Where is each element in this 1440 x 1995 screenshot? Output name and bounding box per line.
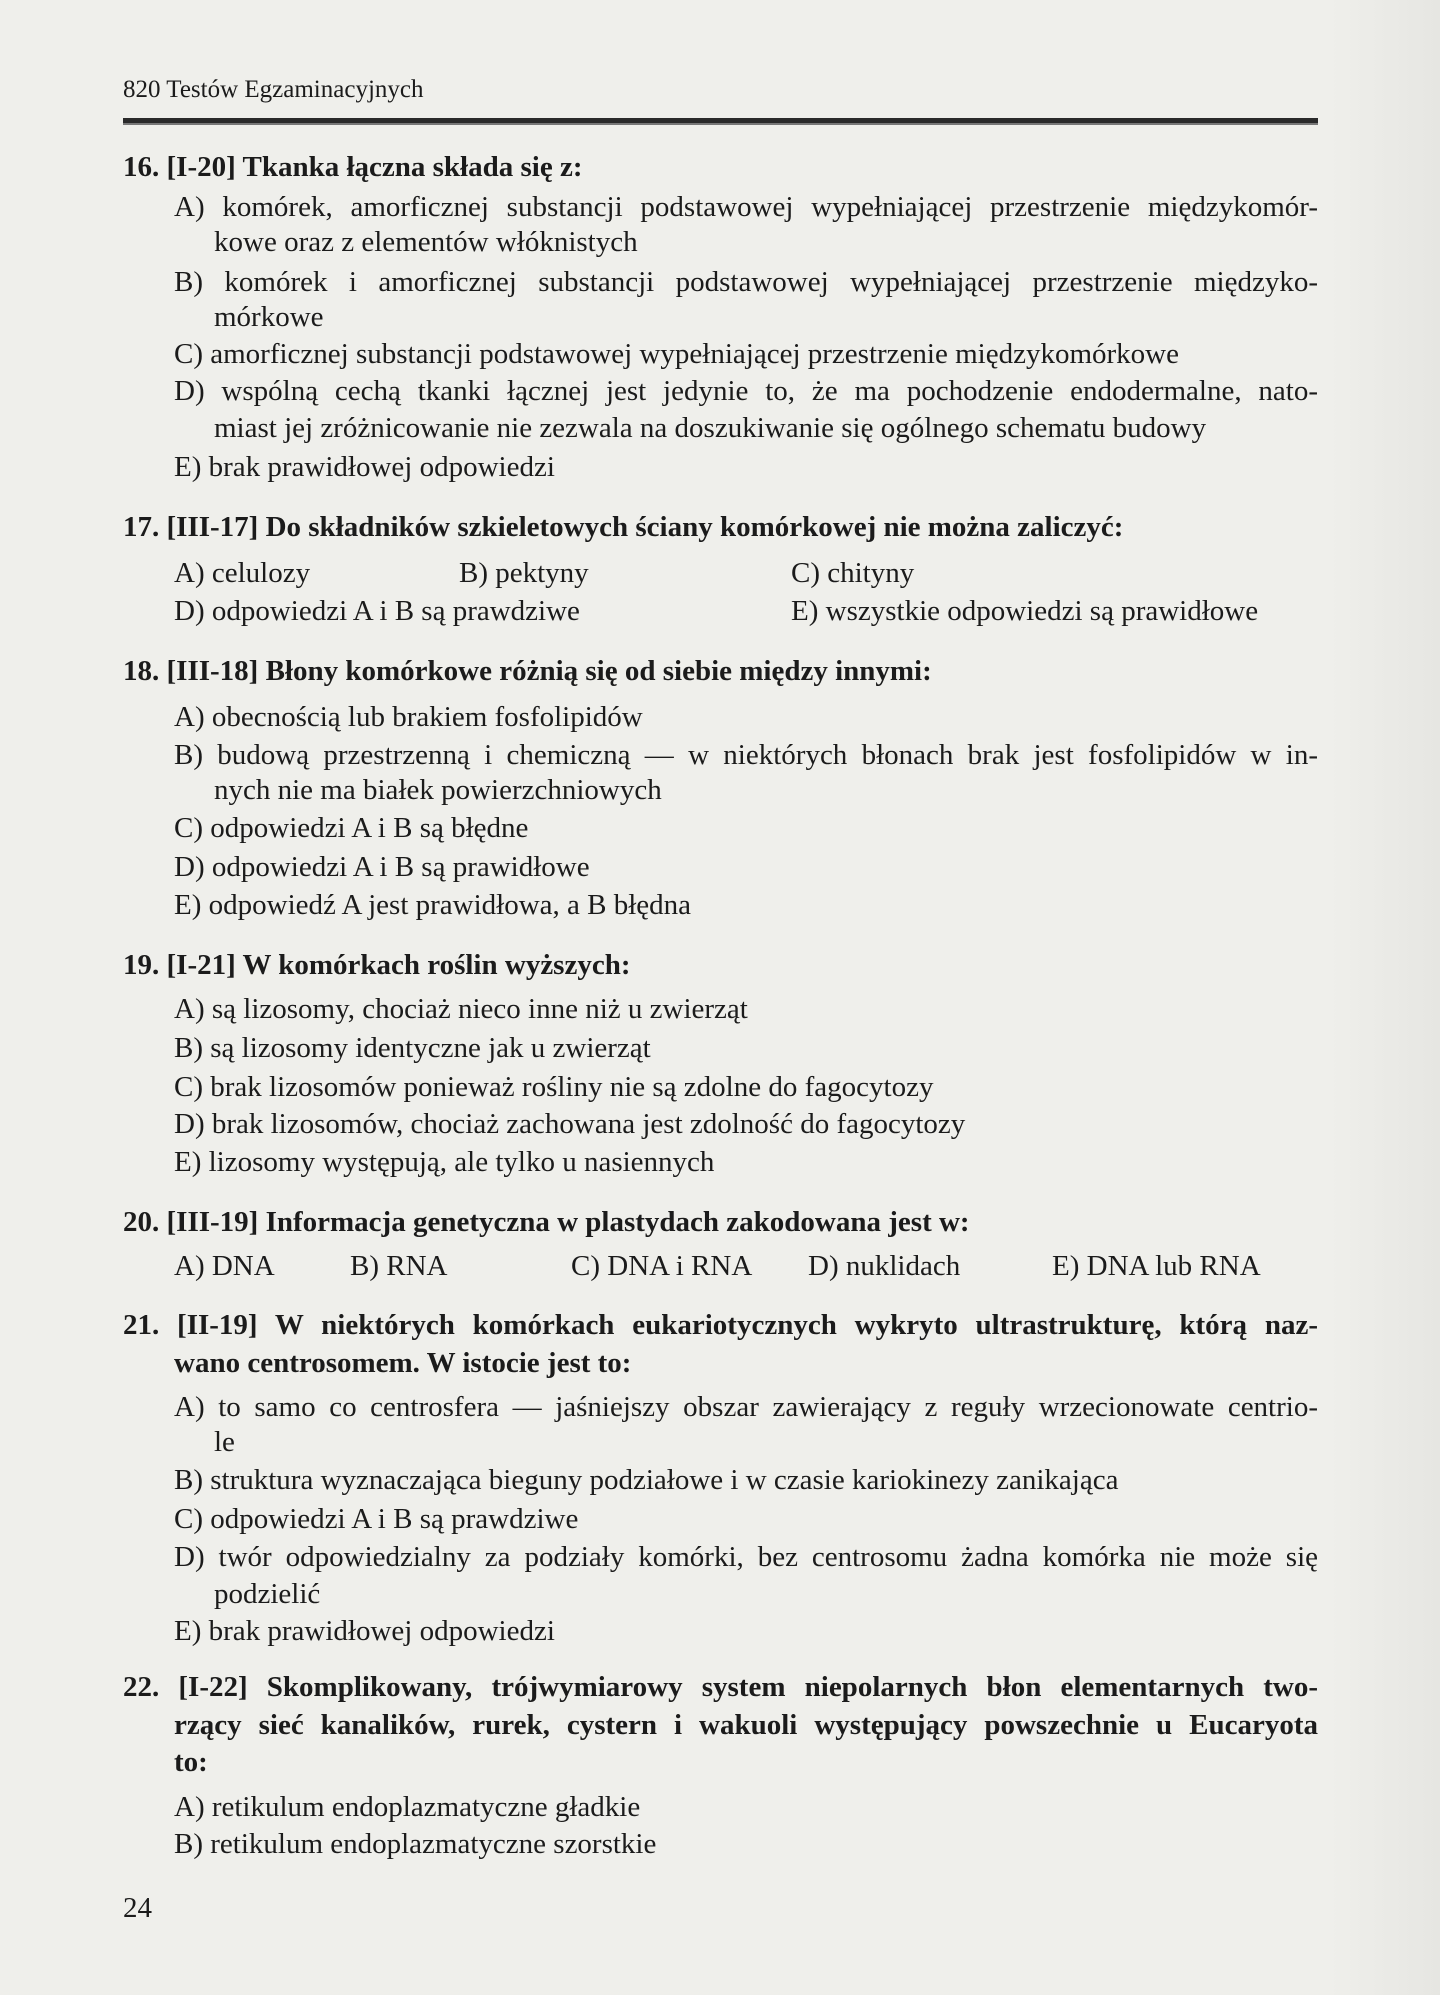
- question-20-option-d: D) nuklidach: [808, 1250, 961, 1282]
- question-20-option-a: A) DNA: [174, 1250, 275, 1282]
- question-20-title: 20. [III-19] Informacja genetyczna w plastydach zakodowana jest w:: [123, 1206, 970, 1238]
- question-21-option-c: C) odpowiedzi A i B są prawdziwe: [174, 1503, 579, 1535]
- question-18-option-e: E) odpowiedź A jest prawidłowa, a B błędna: [174, 889, 692, 921]
- question-20-option-b: B) RNA: [350, 1250, 448, 1282]
- page-number: 24: [123, 1892, 152, 1924]
- question-19-option-e: E) lizosomy występują, ale tylko u nasiennych: [174, 1146, 715, 1178]
- question-18-title: 18. [III-18] Błony komórkowe różnią się od siebie między innymi:: [123, 655, 932, 687]
- question-21-option-d-cont: podzielić: [214, 1578, 321, 1610]
- question-16-option-d: D) wspólną cechą tkanki łącznej jest jedynie to, że ma pochodzenie endodermalne, nato-: [174, 375, 1318, 407]
- question-19-option-d: D) brak lizosomów, chociaż zachowana jest zdolność do fagocytozy: [174, 1108, 966, 1140]
- question-21-option-a: A) to samo co centrosfera — jaśniejszy obszar zawierający z reguły wrzecionowate centrio-: [174, 1391, 1318, 1423]
- question-22-title: 22. [I-22] Skomplikowany, trójwymiarowy system niepolarnych błon elementarnych two-: [123, 1671, 1318, 1703]
- question-22-title-cont2: to:: [174, 1746, 208, 1778]
- question-22-option-b: B) retikulum endoplazmatyczne szorstkie: [174, 1828, 657, 1860]
- question-21-option-d: D) twór odpowiedzialny za podziały komórki, bez centrosomu żadna komórka nie może się: [174, 1541, 1318, 1573]
- question-17-option-e: E) wszystkie odpowiedzi są prawidłowe: [791, 595, 1259, 627]
- question-17-title: 17. [III-17] Do składników szkieletowych ściany komórkowej nie można zaliczyć:: [123, 511, 1124, 543]
- question-18-option-b-cont: nych nie ma białek powierzchniowych: [214, 774, 662, 806]
- running-header: 820 Testów Egzaminacyjnych: [123, 76, 424, 103]
- question-16-option-c: C) amorficznej substancji podstawowej wypełniającej przestrzenie międzykomórkowe: [174, 338, 1179, 370]
- question-19-option-a: A) są lizosomy, chociaż nieco inne niż u zwierząt: [174, 993, 748, 1025]
- question-22-title-cont: rzący sieć kanalików, rurek, cystern i wakuoli występujący powszechnie u Eucaryota: [174, 1709, 1318, 1741]
- question-16-option-b: B) komórek i amorficznej substancji podstawowej wypełniającej przestrzenie międzyko-: [174, 266, 1318, 298]
- header-rule: [123, 118, 1318, 125]
- question-16-option-a-cont: kowe oraz z elementów włóknistych: [214, 226, 638, 258]
- question-18-option-a: A) obecnością lub brakiem fosfolipidów: [174, 701, 643, 733]
- question-18-option-c: C) odpowiedzi A i B są błędne: [174, 812, 529, 844]
- question-20-option-e: E) DNA lub RNA: [1052, 1250, 1261, 1282]
- question-17-option-c: C) chityny: [791, 557, 915, 589]
- page-edge-shadow: [1330, 0, 1440, 1995]
- question-16-option-b-cont: mórkowe: [214, 301, 324, 333]
- question-21-title: 21. [II-19] W niektórych komórkach eukariotycznych wykryto ultrastrukturę, którą naz-: [123, 1309, 1318, 1341]
- question-21-title-cont: wano centrosomem. W istocie jest to:: [174, 1347, 632, 1379]
- question-21-option-b: B) struktura wyznaczająca bieguny podziałowe i w czasie kariokinezy zanikająca: [174, 1464, 1119, 1496]
- question-20-option-c: C) DNA i RNA: [571, 1250, 753, 1282]
- question-22-option-a: A) retikulum endoplazmatyczne gładkie: [174, 1791, 641, 1823]
- question-16-option-d-cont: miast jej zróżnicowanie nie zezwala na doszukiwanie się ogólnego schematu budowy: [214, 412, 1207, 444]
- question-19-option-c: C) brak lizosomów ponieważ rośliny nie są zdolne do fagocytozy: [174, 1071, 934, 1103]
- question-18-option-d: D) odpowiedzi A i B są prawidłowe: [174, 851, 590, 883]
- question-16-title: 16. [I-20] Tkanka łączna składa się z:: [123, 151, 583, 183]
- question-18-option-b: B) budową przestrzenną i chemiczną — w niektórych błonach brak jest fosfolipidów w in-: [174, 739, 1318, 771]
- question-17-option-b: B) pektyny: [459, 557, 589, 589]
- question-16-option-e: E) brak prawidłowej odpowiedzi: [174, 451, 555, 483]
- question-19-option-b: B) są lizosomy identyczne jak u zwierząt: [174, 1032, 651, 1064]
- question-17-option-d: D) odpowiedzi A i B są prawdziwe: [174, 595, 580, 627]
- question-16-option-a: A) komórek, amorficznej substancji podstawowej wypełniającej przestrzenie międzykomór-: [174, 191, 1318, 223]
- question-21-option-a-cont: le: [214, 1426, 235, 1458]
- question-19-title: 19. [I-21] W komórkach roślin wyższych:: [123, 949, 631, 981]
- question-21-option-e: E) brak prawidłowej odpowiedzi: [174, 1615, 555, 1647]
- question-17-option-a: A) celulozy: [174, 557, 311, 589]
